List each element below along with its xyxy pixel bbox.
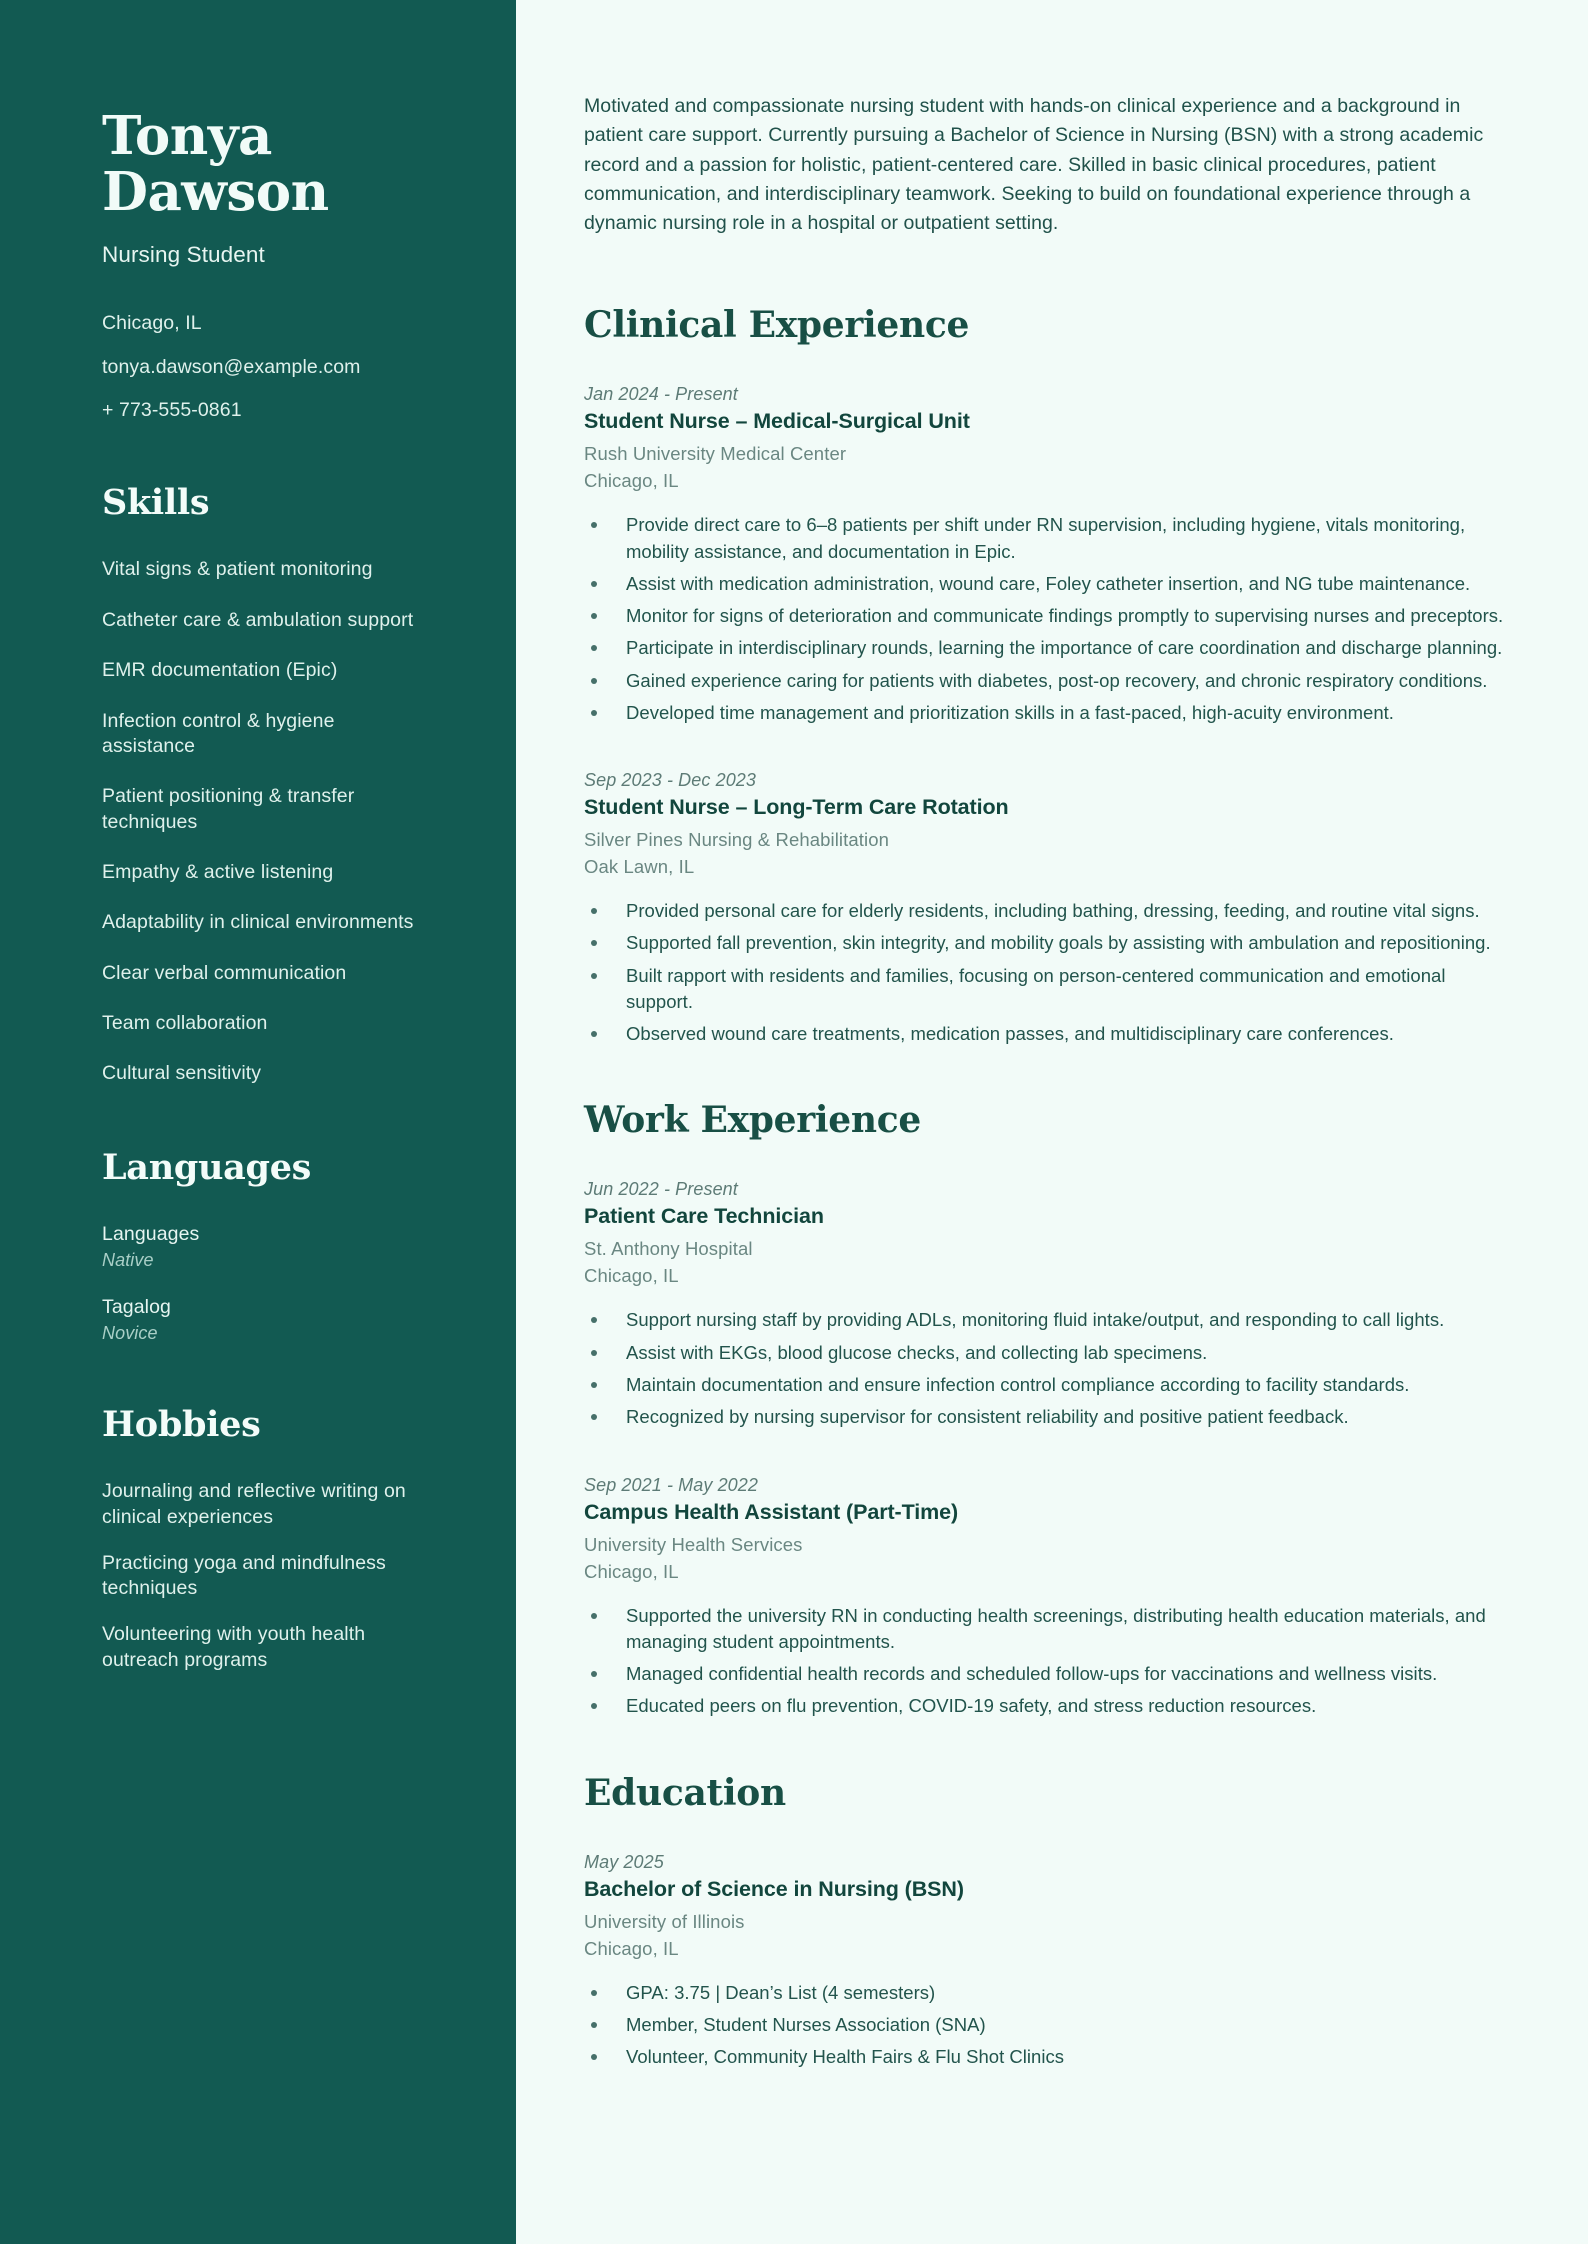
bullet-item: Observed wound care treatments, medication passes, and multidisciplinary care conferences.	[584, 1021, 1512, 1047]
bullet-item: Participate in interdisciplinary rounds, learning the importance of care coordination and discharge planning.	[584, 635, 1512, 661]
skill-item: Cultural sensitivity	[102, 1062, 262, 1085]
skill-item: Adaptability in clinical environments	[102, 911, 414, 934]
contact-location: Chicago, IL	[102, 312, 202, 335]
bullet-item: Developed time management and prioritization skills in a fast-paced, high-acuity environment.	[584, 700, 1512, 726]
entry-location: Chicago, IL	[584, 1265, 679, 1287]
name-last: Dawson	[102, 161, 329, 224]
hobby-item: Volunteering with youth health outreach programs	[102, 1623, 366, 1671]
experience-entry	[584, 1179, 1512, 1430]
entry-location: Chicago, IL	[584, 1937, 679, 1959]
languages-heading: Languages	[102, 1146, 312, 1188]
bullet-item: Member, Student Nurses Association (SNA)	[584, 2012, 1512, 2038]
hobby-item: Practicing yoga and mindfulness techniques	[102, 1551, 386, 1600]
entry-location: Chicago, IL	[584, 1560, 679, 1582]
skill-item: Team collaboration	[102, 1011, 268, 1034]
contact-email[interactable]: tonya.dawson@example.com	[102, 355, 361, 378]
language-level: Native	[102, 1249, 154, 1270]
bullet-item: Provide direct care to 6–8 patients per shift under RN supervision, including hygiene, vitals monitoring, mobility assistance, and documentation in Epic.	[584, 512, 1512, 565]
entry-bullets	[584, 1603, 1512, 1720]
bullet-item: Supported fall prevention, skin integrity, and mobility goals by assisting with ambulation and repositioning.	[584, 930, 1512, 956]
skill-item: EMR documentation (Epic)	[102, 659, 338, 682]
name-first: Tonya	[102, 105, 272, 167]
entry-bullets	[584, 1980, 1512, 2071]
entry-date: May 2025	[584, 1851, 664, 1872]
languages-list	[102, 1222, 420, 1345]
entry-organization: St. Anthony Hospital	[584, 1238, 753, 1260]
bullet-item: Managed confidential health records and scheduled follow-ups for vaccinations and wellness visits.	[584, 1661, 1512, 1687]
entry-bullets	[584, 898, 1512, 1047]
hobbies-list	[102, 1479, 420, 1673]
skills-heading: Skills	[102, 482, 210, 524]
bullet-item: Assist with medication administration, wound care, Foley catheter insertion, and NG tube maintenance.	[584, 571, 1512, 597]
entry-role: Student Nurse – Long-Term Care Rotation	[584, 795, 1009, 820]
entry-bullets	[584, 512, 1512, 726]
bullet-item: Maintain documentation and ensure infection control compliance according to facility standards.	[584, 1372, 1512, 1398]
skills-list	[102, 557, 420, 1086]
entry-date: Sep 2021 - May 2022	[584, 1474, 759, 1495]
section-heading: Clinical Experience	[584, 304, 970, 347]
contact-phone[interactable]: + 773-555-0861	[102, 399, 242, 422]
entry-date: Jan 2024 - Present	[584, 384, 738, 405]
entry-role: Student Nurse – Medical-Surgical Unit	[584, 409, 970, 434]
bullet-item: Volunteer, Community Health Fairs & Flu Shot Clinics	[584, 2044, 1512, 2070]
entry-organization: University Health Services	[584, 1533, 803, 1555]
entry-role: Patient Care Technician	[584, 1204, 824, 1229]
skill-item: Catheter care & ambulation support	[102, 608, 414, 631]
experience-entry	[584, 1475, 1512, 1720]
skill-item: Infection control & hygiene assistance	[102, 709, 335, 757]
entry-location: Oak Lawn, IL	[584, 856, 695, 878]
section-education	[584, 1772, 1512, 2071]
bullet-item: Recognized by nursing supervisor for consistent reliability and positive patient feedback.	[584, 1404, 1512, 1430]
main-content	[516, 0, 1588, 2244]
skill-item: Empathy & active listening	[102, 860, 334, 883]
section-heading: Work Experience	[584, 1099, 921, 1142]
bullet-item: Assist with EKGs, blood glucose checks, and collecting lab specimens.	[584, 1340, 1512, 1366]
bullet-item: Gained experience caring for patients with diabetes, post-op recovery, and chronic respiratory conditions.	[584, 668, 1512, 694]
section-heading: Education	[584, 1771, 786, 1814]
bullet-item: Provided personal care for elderly residents, including bathing, dressing, feeding, and routine vital signs.	[584, 898, 1512, 924]
skill-item: Vital signs & patient monitoring	[102, 558, 373, 581]
hobbies-heading: Hobbies	[102, 1404, 261, 1446]
language-level: Novice	[102, 1323, 158, 1344]
experience-entry	[584, 770, 1512, 1047]
candidate-name	[102, 105, 420, 224]
entry-date: Sep 2023 - Dec 2023	[584, 770, 757, 791]
professional-summary: Motivated and compassionate nursing student with hands-on clinical experience and a background in patient care support. Currently pursuing a Bachelor of Science in Nursing (BSN) with a strong academic record and a passion for holistic, patient-centered care. Skilled in basic clinical procedures, patient communication, and interdisciplinary teamwork. Seeking to build on foundational experience through a dynamic nursing role in a hospital or outpatient setting.	[584, 95, 1484, 234]
entry-location: Chicago, IL	[584, 470, 679, 492]
hobby-item: Journaling and reflective writing on clinical experiences	[102, 1480, 406, 1529]
sidebar	[0, 0, 516, 2244]
skill-item: Patient positioning & transfer techniques	[102, 785, 355, 833]
education-entry	[584, 1852, 1512, 2071]
section-clinical-experience	[584, 304, 1512, 1047]
skill-item: Clear verbal communication	[102, 961, 347, 984]
language-name: Tagalog	[102, 1295, 172, 1318]
language-name: Languages	[102, 1222, 200, 1245]
bullet-item: GPA: 3.75 | Dean’s List (4 semesters)	[584, 1980, 1512, 2006]
entry-organization: Silver Pines Nursing & Rehabilitation	[584, 829, 889, 851]
entry-role: Campus Health Assistant (Part-Time)	[584, 1499, 959, 1524]
entry-institution: University of Illinois	[584, 1910, 745, 1932]
section-work-experience	[584, 1099, 1512, 1719]
language-item	[102, 1222, 420, 1271]
entry-bullets	[584, 1307, 1512, 1430]
language-item	[102, 1295, 420, 1344]
bullet-item: Educated peers on flu prevention, COVID-19 safety, and stress reduction resources.	[584, 1693, 1512, 1719]
job-title: Nursing Student	[102, 242, 265, 268]
entry-degree: Bachelor of Science in Nursing (BSN)	[584, 1876, 964, 1901]
entry-date: Jun 2022 - Present	[584, 1179, 738, 1200]
bullet-item: Supported the university RN in conducting health screenings, distributing health education materials, and managing student appointments.	[584, 1603, 1512, 1656]
entry-organization: Rush University Medical Center	[584, 443, 847, 465]
bullet-item: Support nursing staff by providing ADLs, monitoring fluid intake/output, and responding to call lights.	[584, 1307, 1512, 1333]
bullet-item: Monitor for signs of deterioration and communicate findings promptly to supervising nurses and preceptors.	[584, 603, 1512, 629]
bullet-item: Built rapport with residents and families, focusing on person-centered communication and emotional support.	[584, 963, 1512, 1016]
experience-entry	[584, 384, 1512, 726]
contact-block	[102, 311, 420, 422]
